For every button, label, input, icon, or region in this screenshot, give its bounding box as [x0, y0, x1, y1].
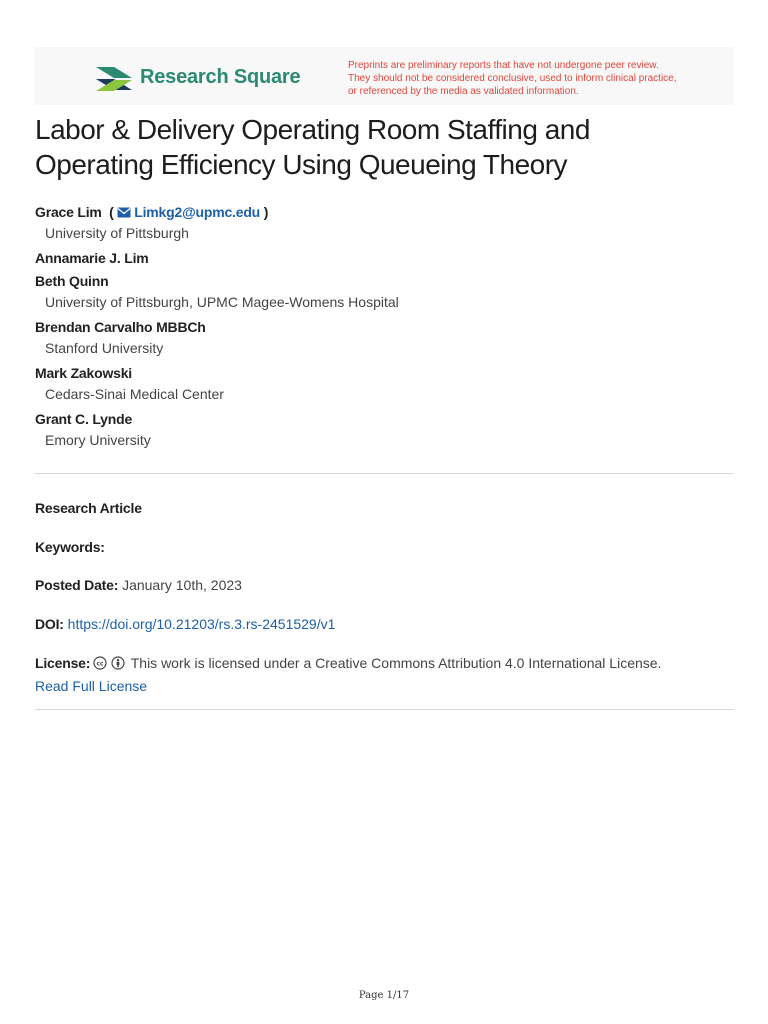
author-affiliation: University of Pittsburgh — [45, 225, 189, 241]
disclaimer-line: They should not be considered conclusive, used to inform clinical practice, — [348, 73, 677, 84]
author-affiliation: Emory University — [45, 432, 151, 448]
disclaimer-line: Preprints are preliminary reports that have not undergone peer review. — [348, 60, 659, 71]
doi-link[interactable]: https://doi.org/10.21203/rs.3.rs-2451529/v1 — [67, 616, 336, 632]
keywords-label: Keywords: — [35, 539, 105, 555]
author-name: Grant C. Lynde — [35, 411, 133, 427]
author-entry — [35, 317, 735, 360]
doi-label: DOI: — [35, 616, 64, 632]
posted-date-value: January 10th, 2023 — [122, 577, 242, 593]
author-entry — [35, 409, 735, 452]
title-line: Operating Efficiency Using Queueing Theory — [35, 149, 568, 180]
article-type-label: Research Article — [35, 500, 142, 516]
attribution-icon — [111, 656, 125, 670]
author-affiliation: University of Pittsburgh, UPMC Magee-Womens Hospital — [45, 294, 399, 310]
read-license-row — [35, 678, 147, 694]
paren: ( — [105, 204, 114, 220]
keywords-row — [35, 539, 105, 555]
article-type — [35, 500, 142, 516]
page-number: Page 1/17 — [358, 990, 410, 1001]
author-name: Beth Quinn — [35, 273, 109, 289]
author-entry — [35, 248, 735, 268]
research-square-logo-icon — [94, 64, 134, 94]
author-email-link[interactable] — [117, 204, 264, 220]
author-affiliation: Cedars-Sinai Medical Center — [45, 386, 224, 402]
posted-date-label: Posted Date: — [35, 577, 119, 593]
disclaimer-line: or referenced by the media as validated information. — [348, 86, 579, 97]
author-name: Mark Zakowski — [35, 365, 132, 381]
svg-text:cc: cc — [96, 660, 104, 668]
paren: ) — [263, 204, 269, 220]
author-entry — [35, 202, 735, 245]
read-full-license-link[interactable]: Read Full License — [35, 678, 148, 694]
author-list — [35, 202, 735, 455]
license-label: License: — [35, 655, 91, 671]
license-icons — [93, 656, 125, 673]
brand-name[interactable]: Research Square — [140, 66, 301, 88]
author-name: Annamarie J. Lim — [35, 250, 149, 266]
author-name: Brendan Carvalho MBBCh — [35, 319, 206, 335]
divider — [35, 473, 734, 474]
cc-icon — [93, 656, 107, 670]
mail-icon — [117, 207, 131, 218]
doi-row — [35, 616, 335, 632]
author-name: Grace Lim — [35, 204, 102, 220]
title-line: Labor & Delivery Operating Room Staffing and — [35, 114, 590, 145]
author-entry — [35, 363, 735, 406]
author-entry — [35, 271, 735, 314]
preprint-disclaimer — [348, 59, 718, 98]
paper-title — [35, 112, 735, 182]
license-row — [35, 655, 661, 673]
divider — [35, 709, 734, 710]
email-text: Limkg2@upmc.edu — [134, 204, 261, 220]
license-text: This work is licensed under a Creative Commons Attribution 4.0 International License. — [130, 655, 662, 671]
posted-date-row — [35, 577, 242, 593]
author-affiliation: Stanford University — [45, 340, 164, 356]
